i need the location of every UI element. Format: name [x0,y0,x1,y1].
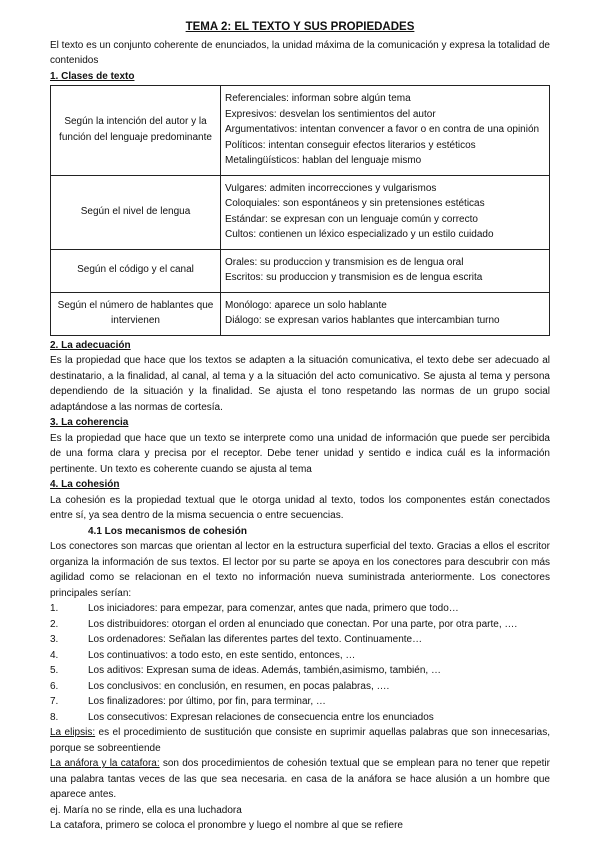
catafora-line: La catafora, primero se coloca el pronombre y luego el nombre al que se refiere [50,820,403,831]
clases-row-items [221,249,550,292]
list-item-number: 3. [50,634,59,645]
list-item-text: Los continuativos: a todo esto, en este sentido, entonces, … [88,649,356,661]
document-page [50,20,550,834]
document-title: TEMA 2: EL TEXTO Y SUS PROPIEDADES [185,21,415,33]
clases-item: Referenciales: informan sobre algún tema [225,93,411,104]
adecuacion-paragraph: Es la propiedad que hace que los textos se adapten a la situación comunicativa, el texto debe ser adecuado al destinatario, a la finalidad, al canal, al tema y a la situación del acto comunicativo. Se ajusta al tema y persona dependiendo de la situación y la finalidad. Se ajusta el tono respetando las normas de un grupo social adaptándose a las normas de cortesía. [50,355,550,413]
clases-item: Expresivos: desvelan los sentimientos del autor [225,108,436,120]
section-heading-adecuacion: 2. La adecuación [50,339,131,351]
list-item-number: 8. [50,711,59,723]
coherencia-paragraph: Es la propiedad que hace que un texto se interprete como una unidad de información que puede ser percibida de una forma clara y precisa por el receptor. Debe tener unidad y sentido e indica cuál es la información pertinente. Un texto es coherente cuando se ajusta al tema [50,432,550,475]
clases-row-items [221,86,550,176]
elipsis-term: La elipsis: [50,727,96,738]
list-item-number: 2. [50,618,59,630]
anafora-term: La anáfora y la catafora: [50,758,160,769]
clases-item: Metalingüísticos: hablan del lenguaje mismo [225,155,422,166]
anafora-definition: son dos procedimientos de cohesión textual que se emplean para no tener que repetir una palabra tantas veces de las que sea necesaria. en casa de la anáfora se hace alusión a un hombre que aparece antes. [50,758,550,800]
clases-item: Diálogo: se expresan varios hablantes que intercambian turno [225,315,500,326]
clases-item: Coloquiales: son espontáneos y sin pretensiones estéticas [225,198,485,209]
clases-item: Vulgares: admiten incorrecciones y vulgarismos [225,182,437,194]
clases-item: Políticos: intentan conseguir efectos literarios y estéticos [225,139,476,151]
clases-item: Estándar: se expresan con un lenguaje común y correcto [225,213,478,225]
clases-item: Orales: su produccion y transmision es de lengua oral [225,256,464,268]
list-item [50,663,550,679]
elipsis-paragraph [50,725,550,756]
conectores-list [50,601,550,725]
clases-row [51,175,550,249]
list-item-number: 4. [50,649,59,661]
section-heading-coherencia: 3. La coherencia [50,417,129,428]
cohesion-paragraph: La cohesión es la propiedad textual que le otorga unidad al texto, todos los componentes están conectados entre sí, ya sea dentro de la misma secuencia o entre secuencias. [50,494,550,521]
list-item [50,648,550,664]
list-item-text: Los ordenadores: Señalan las diferentes partes del texto. Continuamente… [88,634,423,645]
conectores-paragraph: Los conectores son marcas que orientan al lector en la estructura superficial del texto. Gracias a ellos el escritor organiza la información de sus textos. El lector por su parte se apoya en los conectores para descubrir con más agilidad como se relacionan en el texto no información nueva suministrada anteriormente. Los conectores principales serían: [50,541,550,599]
list-item-number: 6. [50,680,59,692]
list-item [50,679,550,695]
clases-item: Escritos: su produccion y transmision es de lengua escrita [225,272,483,283]
anafora-paragraph [50,756,550,803]
example-line: ej. María no se rinde, ella es una luchadora [50,804,242,816]
clases-row [51,249,550,292]
list-item [50,710,550,726]
clases-row-items [221,292,550,335]
list-item [50,694,550,710]
list-item [50,632,550,648]
list-item [50,601,550,617]
clases-item: Cultos: contienen un léxico especializado y un estilo cuidado [225,229,494,240]
section-heading-clases: 1. Clases de texto [50,70,135,82]
list-item-number: 1. [50,603,59,614]
clases-row-label: Según el código y el canal [51,249,221,292]
list-item-text: Los finalizadores: por último, por fin, para terminar, … [88,696,326,707]
clases-item: Argumentativos: intentan convencer a favor o en contra de una opinión [225,124,540,135]
list-item-text: Los aditivos: Expresan suma de ideas. Además, también,asimismo, también, … [88,665,441,676]
list-item [50,617,550,633]
clases-row-items [221,175,550,249]
subheading-mecanismos: 4.1 Los mecanismos de cohesión [88,525,247,537]
list-item-text: Los distribuidores: otorgan el orden al enunciado que conectan. Por una parte, por otra parte, …. [88,618,518,630]
clases-row-label: Según la intención del autor y la función del lenguaje predominante [51,86,221,176]
clases-row [51,86,550,176]
list-item-text: Los consecutivos: Expresan relaciones de consecuencia entre los enunciados [88,711,434,723]
clases-row-label: Según el nivel de lengua [51,175,221,249]
intro-paragraph: El texto es un conjunto coherente de enunciados, la unidad máxima de la comunicación y expresa la totalidad de contenidos [50,39,550,66]
clases-row [51,292,550,335]
elipsis-definition: es el procedimiento de sustitución que consiste en suprimir aquellas palabras que son innecesarias, porque se sobreentiende [50,727,551,754]
clases-de-texto-table [50,85,550,336]
clases-row-label: Según el número de hablantes que intervienen [51,292,221,335]
section-heading-cohesion: 4. La cohesión [50,479,120,490]
list-item-text: Los conclusivos: en conclusión, en resumen, en pocas palabras, …. [88,680,390,692]
clases-item: Monólogo: aparece un solo hablante [225,299,387,311]
list-item-text: Los iniciadores: para empezar, para comenzar, antes que nada, primero que todo… [88,603,459,614]
list-item-number: 7. [50,696,59,707]
list-item-number: 5. [50,665,59,676]
